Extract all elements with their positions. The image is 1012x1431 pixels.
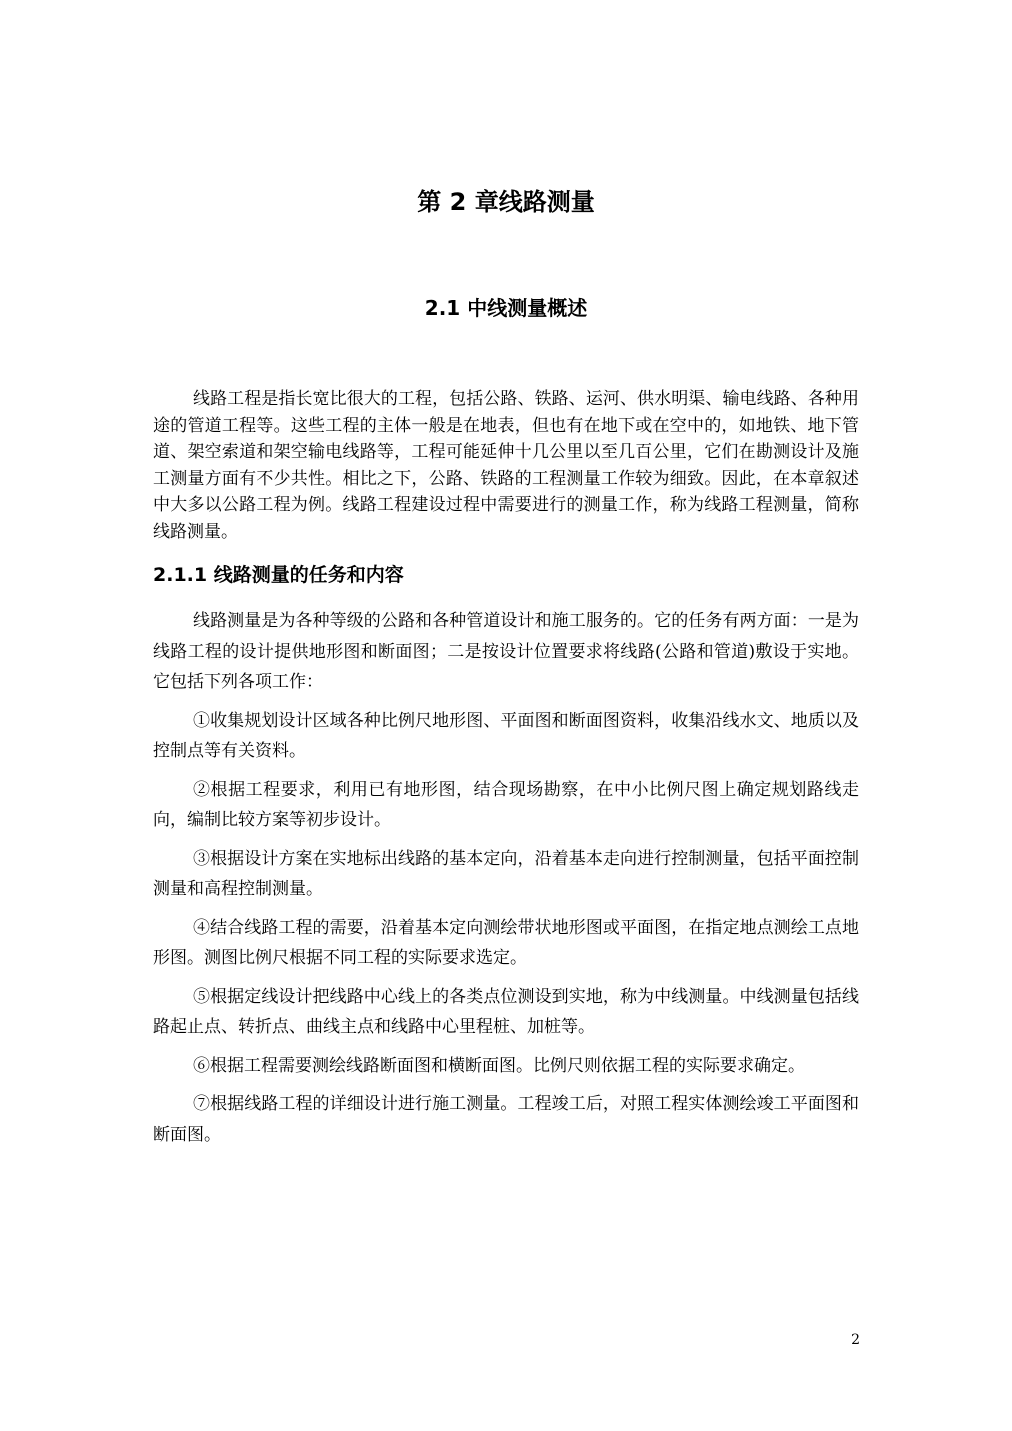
chapter-title: 第 2 章线路测量 (417, 188, 595, 216)
section-title: 2.1 中线测量概述 (424, 296, 588, 320)
task-item-7: ⑦根据线路工程的详细设计进行施工测量。工程竣工后，对照工程实体测绘竣工平面图和断面图。 (153, 1094, 859, 1145)
task-item-5: ⑤根据定线设计把线路中心线上的各类点位测设到实地，称为中线测量。中线测量包括线路起止点、转折点、曲线主点和线路中心里程桩、加桩等。 (153, 986, 859, 1037)
intro-paragraph: 线路工程是指长宽比很大的工程，包括公路、铁路、运河、供水明渠、输电线路、各种用途的管道工程等。这些工程的主体一般是在地表，但也有在地下或在空中的，如地铁、地下管道、架空索道和架空输电线路等，工程可能延伸十几公里以至几百公里，它们在勘测设计及施工测量方面有不少共性。相比之下，公路、铁路的工程测量工作较为细致。因此，在本章叙述中大多以公路工程为例。线路工程建设过程中需要进行的测量工作，称为线路工程测量，简称线路测量。 (153, 389, 859, 542)
body-text (153, 606, 859, 1158)
task-item-2: ②根据工程要求，利用已有地形图，结合现场勘察，在中小比例尺图上确定规划路线走向，编制比较方案等初步设计。 (153, 779, 859, 830)
subsection-title: 2.1.1 线路测量的任务和内容 (153, 564, 404, 586)
page-number: 2 (851, 1332, 860, 1348)
task-item-4: ④结合线路工程的需要，沿着基本定向测绘带状地形图或平面图，在指定地点测绘工点地形图。测图比例尺根据不同工程的实际要求选定。 (153, 917, 859, 968)
task-item-1: ①收集规划设计区域各种比例尺地形图、平面图和断面图资料，收集沿线水文、地质以及控制点等有关资料。 (153, 710, 859, 761)
task-item-3: ③根据设计方案在实地标出线路的基本定向，沿着基本走向进行控制测量，包括平面控制测量和高程控制测量。 (153, 848, 859, 899)
body-paragraph: 线路测量是为各种等级的公路和各种管道设计和施工服务的。它的任务有两方面：一是为线路工程的设计提供地形图和断面图；二是按设计位置要求将线路(公路和管道)敷设于实地。它包括下列各项工作： (153, 611, 859, 692)
task-item-6: ⑥根据工程需要测绘线路断面图和横断面图。比例尺则依据工程的实际要求确定。 (193, 1055, 805, 1076)
